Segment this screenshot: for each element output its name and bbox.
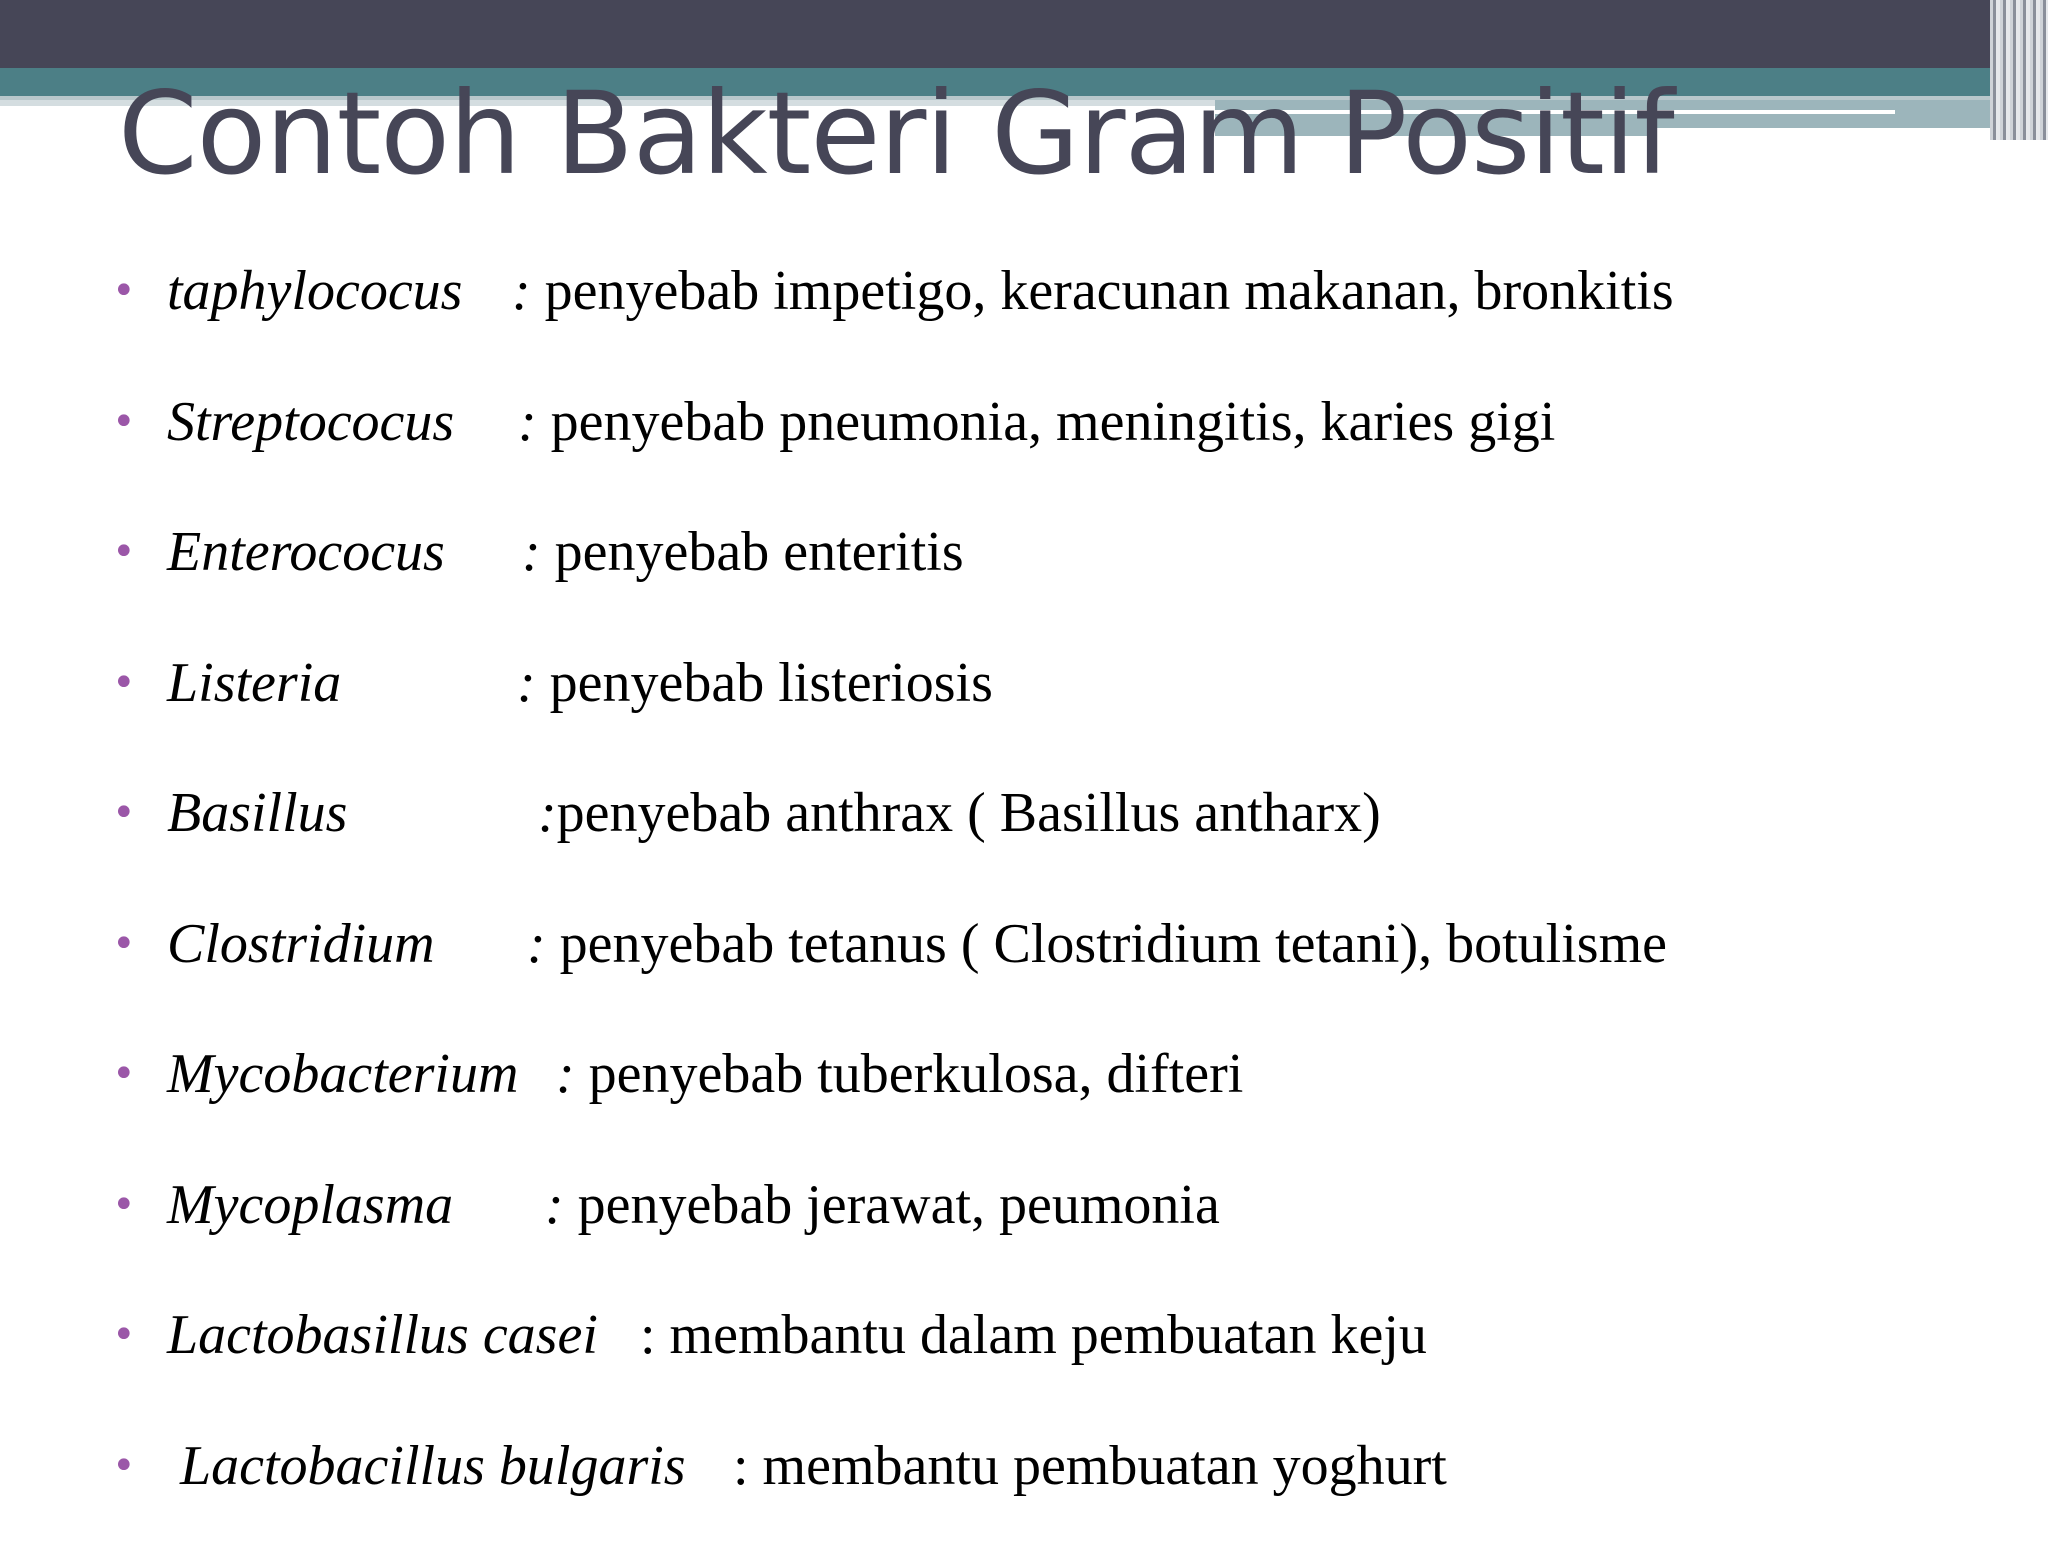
separator: :: [518, 390, 537, 453]
bullet-icon: •: [112, 529, 136, 575]
header-white-notch: [1650, 128, 2010, 136]
bacteria-description: [522, 497, 964, 607]
bullet-icon: •: [112, 659, 136, 706]
bullet-icon: •: [112, 268, 136, 314]
separator: :: [545, 1173, 564, 1236]
bacteria-name: Lactobasillus casei: [167, 1304, 598, 1366]
bullet-icon: •: [112, 398, 136, 445]
bacteria-name: Lactobacillus bulgaris: [180, 1434, 686, 1497]
description-text: penyebab tetanus ( Clostridium tetani), botulisme: [545, 912, 1667, 975]
description-text: : membantu dalam pembuatan keju: [640, 1304, 1427, 1366]
separator: :: [527, 912, 546, 975]
description-text: penyebab impetigo, keracunan makanan, bronkitis: [530, 260, 1674, 322]
bacteria-description: [538, 758, 1381, 868]
bacteria-description: [733, 1411, 1447, 1521]
bacteria-name: Streptococus: [167, 390, 455, 453]
bacteria-name: taphylococus: [167, 260, 463, 322]
description-text: penyebab anthrax ( Basillus antharx): [556, 782, 1381, 844]
bullet-icon: •: [112, 1181, 136, 1228]
separator: :: [512, 260, 531, 322]
separator: :: [556, 1043, 575, 1105]
bullet-icon: •: [112, 1442, 136, 1489]
header-top-bar: [0, 0, 2048, 68]
bacteria-name: Enterococus: [167, 521, 445, 583]
bacteria-name: Clostridium: [167, 912, 435, 975]
description-text: penyebab tuberkulosa, difteri: [574, 1043, 1244, 1105]
bacteria-description: [518, 367, 1555, 477]
description-text: penyebab pneumonia, meningitis, karies gigi: [536, 390, 1556, 453]
description-text: penyebab listeriosis: [535, 651, 993, 714]
bullet-icon: •: [112, 1312, 136, 1358]
separator: :: [522, 521, 541, 583]
bacteria-description: [640, 1280, 1427, 1390]
description-text: penyebab jerawat, peumonia: [563, 1173, 1220, 1236]
bullet-icon: •: [112, 1051, 136, 1097]
bacteria-name: Basillus: [167, 782, 348, 844]
description-text: : membantu pembuatan yoghurt: [733, 1434, 1447, 1497]
slide-title: Contoh Bakteri Gram Positif: [118, 67, 1674, 200]
bacteria-description: [545, 1150, 1220, 1260]
bacteria-description: [556, 1019, 1243, 1129]
bacteria-description: [512, 236, 1674, 346]
bullet-icon: •: [112, 920, 136, 967]
header-right-stripes: [1990, 0, 2048, 140]
bacteria-name: Listeria: [167, 651, 342, 714]
bacteria-description: [517, 628, 993, 738]
separator: :: [538, 782, 557, 844]
bacteria-name: Mycoplasma: [167, 1173, 454, 1236]
description-text: penyebab enteritis: [540, 521, 964, 583]
separator: :: [517, 651, 536, 714]
bacteria-name: Mycobacterium: [167, 1043, 519, 1105]
bacteria-description: [527, 889, 1667, 999]
bullet-icon: •: [112, 790, 136, 836]
